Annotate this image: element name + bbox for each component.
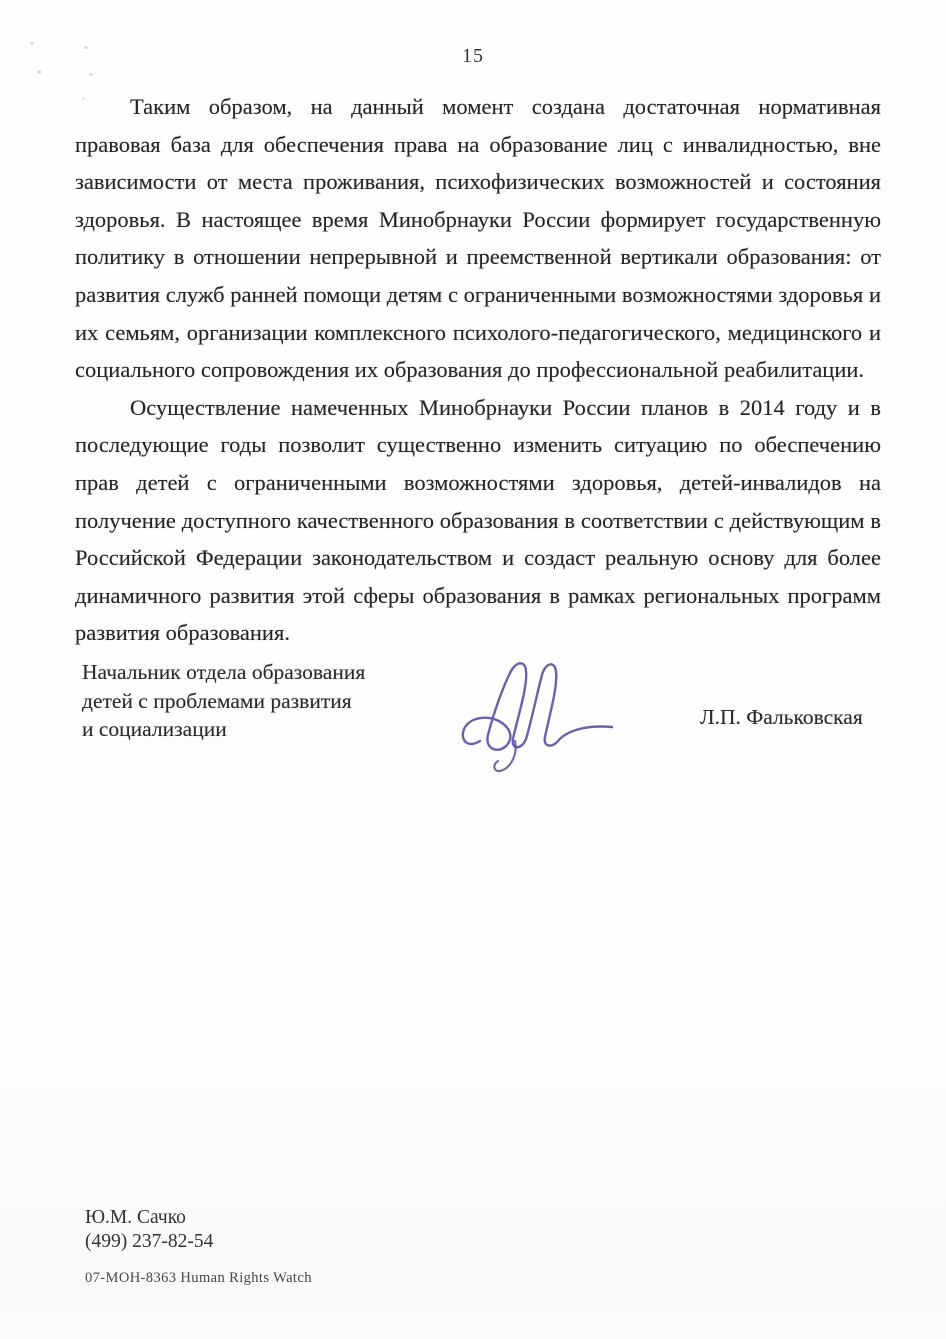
signatory-title xyxy=(82,658,365,744)
handwritten-signature xyxy=(452,645,630,788)
contact-phone: (499) 237-82-54 xyxy=(85,1230,214,1252)
signature-ink-icon xyxy=(452,645,630,783)
paragraph-1: Таким образом, на данный момент создана достаточная нормативная правовая база для обеспечения права на образование лиц с инвалидностью, вне зависимости от места проживания, психофизических возможностей и состояния здоровья. В настоящее время Минобрнауки России формирует государственную политику в отношении непрерывной и преемственной вертикали образования: от развития служб ранней помощи детям с ограниченными возможностями здоровья и их семьям, организации комплексного психолого-педагогического, медицинского и социального сопровождения их образования до профессиональной реабилитации. xyxy=(75,94,881,383)
paragraph-2: Осуществление намеченных Минобрнауки России планов в 2014 году и в последующие годы позволит существенно изменить ситуацию по обеспечению прав детей с ограниченными возможностями здоровья, детей-инвалидов на получение доступного качественного образования в соответствии с действующим в Российской Федерации законодательством и создаст реальную основу для более динамичного развития этой сферы образования в рамках региональных программ развития образования. xyxy=(75,394,881,646)
signatory-title-line-1: Начальник отдела образования xyxy=(82,660,366,684)
signer-name: Л.П. Фальковская xyxy=(700,705,863,729)
scan-artifact xyxy=(37,70,41,74)
signatory-title-line-3: и социализации xyxy=(82,717,227,741)
signatory-title-line-2: детей с проблемами развития xyxy=(82,688,352,713)
contact-block xyxy=(85,1206,213,1253)
footer-stamp: 07-МОН-8363 Human Rights Watch xyxy=(85,1270,312,1286)
scan-artifact xyxy=(89,73,93,76)
document-body xyxy=(75,88,881,652)
page-number: 15 xyxy=(462,45,484,67)
contact-name: Ю.М. Сачко xyxy=(85,1207,186,1228)
